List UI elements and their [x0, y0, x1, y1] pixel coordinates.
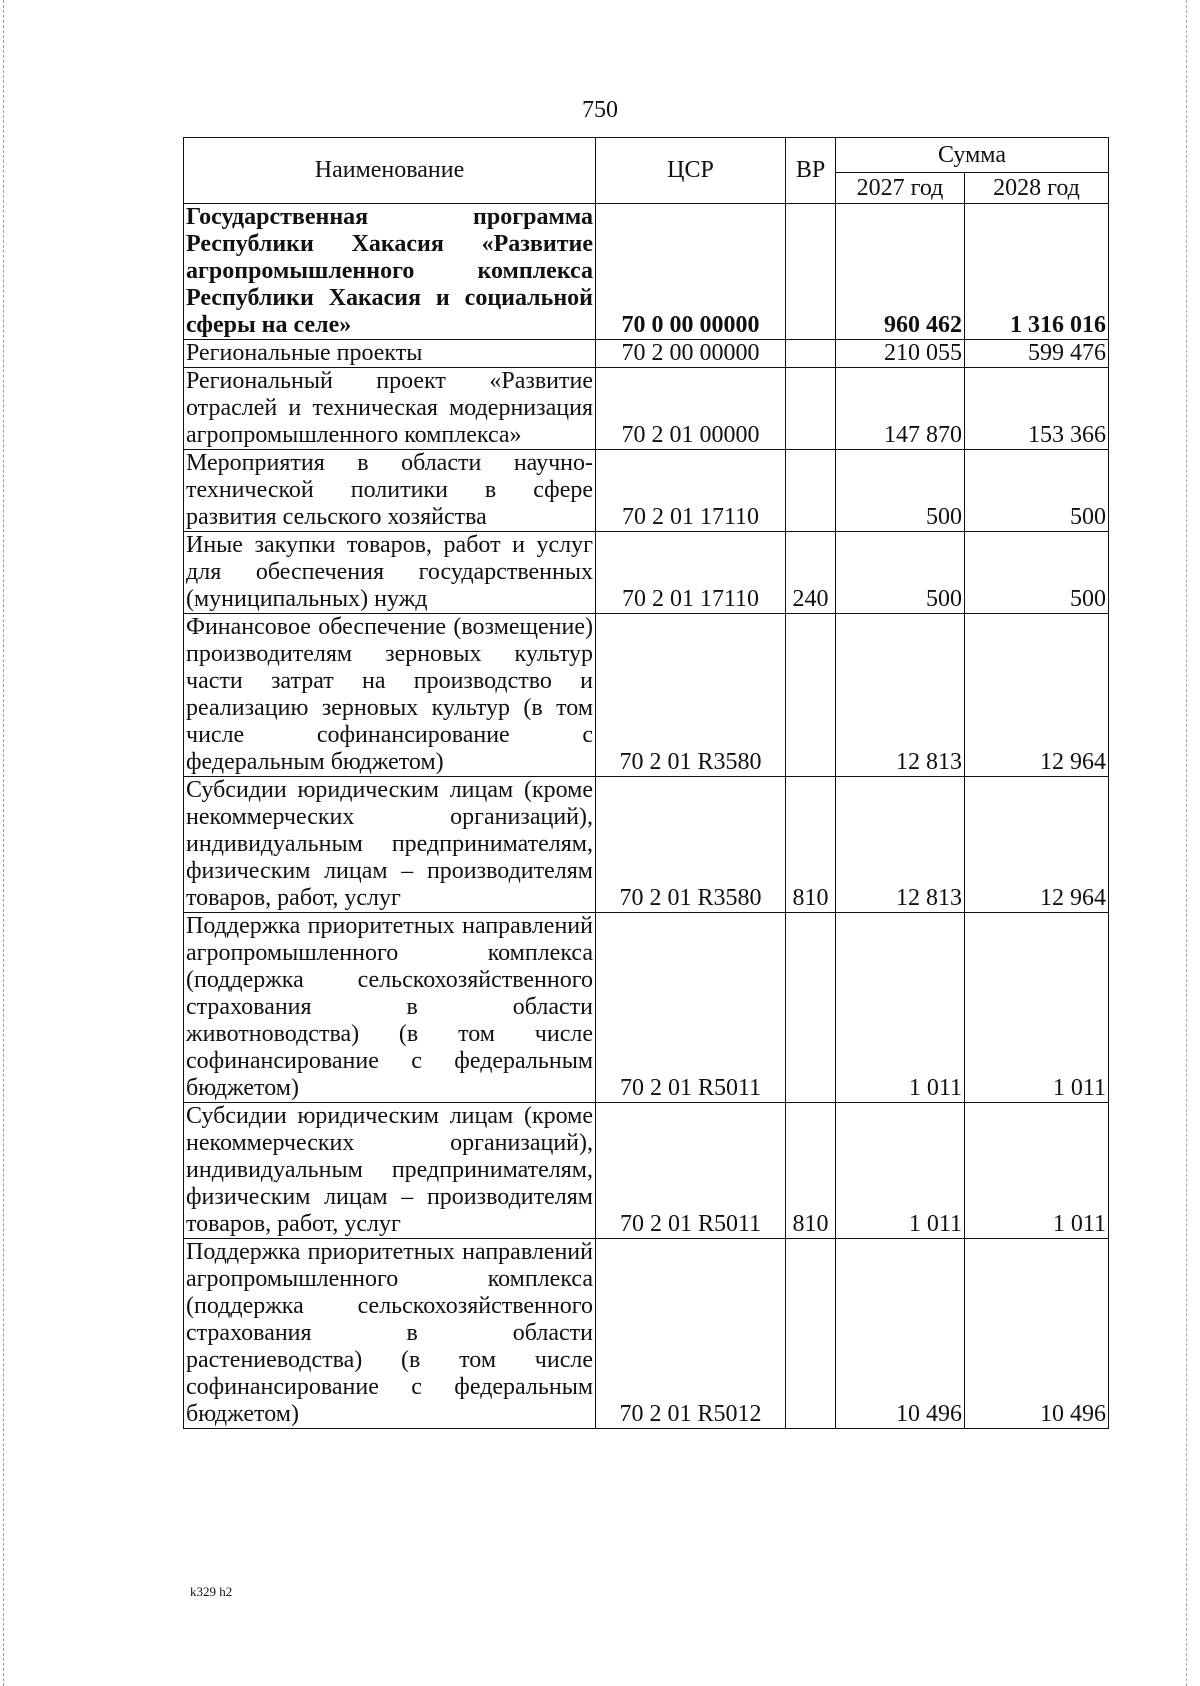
row-csr: 70 2 00 00000: [596, 340, 786, 368]
header-csr: ЦСР: [596, 138, 786, 204]
row-sum-2027: 12 813: [836, 614, 965, 777]
row-sum-2027: 1 011: [836, 1103, 965, 1239]
scan-edge-left: [3, 0, 4, 1686]
row-vr: [786, 340, 836, 368]
table-row: [184, 340, 1109, 368]
table-header-row: [184, 138, 1109, 173]
row-name: Иные закупки товаров, работ и услуг для обеспечения государственных (муниципальных) нужд: [184, 532, 596, 614]
row-sum-2028: 10 496: [965, 1239, 1109, 1429]
row-name: Региональный проект «Развитие отраслей и техническая модернизация агропромышленного комплекса»: [184, 368, 596, 450]
row-vr: 810: [786, 777, 836, 913]
row-vr: [786, 1239, 836, 1429]
row-vr: [786, 204, 836, 340]
row-name: Субсидии юридическим лицам (кроме некоммерческих организаций), индивидуальным предпринимателям, физическим лицам – производителям товаров, работ, услуг: [184, 777, 596, 913]
scan-edge-right: [1186, 0, 1187, 1686]
row-name: Мероприятия в области научно-технической политики в сфере развития сельского хозяйства: [184, 450, 596, 532]
row-sum-2027: 12 813: [836, 777, 965, 913]
row-csr: 70 2 01 00000: [596, 368, 786, 450]
table-row: [184, 368, 1109, 450]
row-vr: 240: [786, 532, 836, 614]
header-year-2028: 2028 год: [965, 173, 1109, 204]
header-vr: ВР: [786, 138, 836, 204]
row-sum-2028: 12 964: [965, 777, 1109, 913]
header-year-2027: 2027 год: [836, 173, 965, 204]
row-name: Финансовое обеспечение (возмещение) производителям зерновых культур части затрат на производство и реализацию зерновых культур (в том числе софинансирование с федеральным бюджетом): [184, 614, 596, 777]
footer-document-code: k329 h2: [190, 1584, 233, 1599]
row-sum-2028: 599 476: [965, 340, 1109, 368]
row-name: Государственная программа Республики Хакасия «Развитие агропромышленного комплекса Республики Хакасия и социальной сферы на селе»: [184, 204, 596, 340]
table-row: [184, 913, 1109, 1103]
row-csr: 70 2 01 R5012: [596, 1239, 786, 1429]
row-vr: [786, 614, 836, 777]
row-csr: 70 2 01 17110: [596, 450, 786, 532]
row-sum-2028: 500: [965, 450, 1109, 532]
table-row: [184, 614, 1109, 777]
header-sum: Сумма: [836, 138, 1109, 173]
row-sum-2028: 1 011: [965, 1103, 1109, 1239]
table-row: [184, 450, 1109, 532]
row-vr: 810: [786, 1103, 836, 1239]
row-sum-2028: 500: [965, 532, 1109, 614]
row-sum-2027: 10 496: [836, 1239, 965, 1429]
row-sum-2028: 153 366: [965, 368, 1109, 450]
table-row: [184, 777, 1109, 913]
row-vr: [786, 450, 836, 532]
row-name: Поддержка приоритетных направлений агропромышленного комплекса (поддержка сельскохозяйственного страхования в области животноводства) (в том числе софинансирование с федеральным бюджетом): [184, 913, 596, 1103]
table-row: [184, 1239, 1109, 1429]
table-row: [184, 532, 1109, 614]
table-row: [184, 1103, 1109, 1239]
row-sum-2027: 500: [836, 532, 965, 614]
row-csr: 70 2 01 R5011: [596, 913, 786, 1103]
row-sum-2028: 1 316 016: [965, 204, 1109, 340]
row-csr: 70 2 01 17110: [596, 532, 786, 614]
row-csr: 70 0 00 00000: [596, 204, 786, 340]
row-csr: 70 2 01 R3580: [596, 614, 786, 777]
row-vr: [786, 913, 836, 1103]
row-sum-2027: 500: [836, 450, 965, 532]
row-sum-2027: 1 011: [836, 913, 965, 1103]
row-csr: 70 2 01 R5011: [596, 1103, 786, 1239]
row-sum-2027: 960 462: [836, 204, 965, 340]
row-csr: 70 2 01 R3580: [596, 777, 786, 913]
row-sum-2027: 147 870: [836, 368, 965, 450]
header-name: Наименование: [184, 138, 596, 204]
table-row: [184, 204, 1109, 340]
row-sum-2027: 210 055: [836, 340, 965, 368]
row-vr: [786, 368, 836, 450]
budget-table: [183, 137, 1109, 1429]
row-sum-2028: 1 011: [965, 913, 1109, 1103]
row-name: Поддержка приоритетных направлений агропромышленного комплекса (поддержка сельскохозяйственного страхования в области растениеводства) (в том числе софинансирование с федеральным бюджетом): [184, 1239, 596, 1429]
row-name: Региональные проекты: [184, 340, 596, 368]
row-name: Субсидии юридическим лицам (кроме некоммерческих организаций), индивидуальным предпринимателям, физическим лицам – производителям товаров, работ, услуг: [184, 1103, 596, 1239]
row-sum-2028: 12 964: [965, 614, 1109, 777]
page-number: 750: [582, 97, 618, 123]
